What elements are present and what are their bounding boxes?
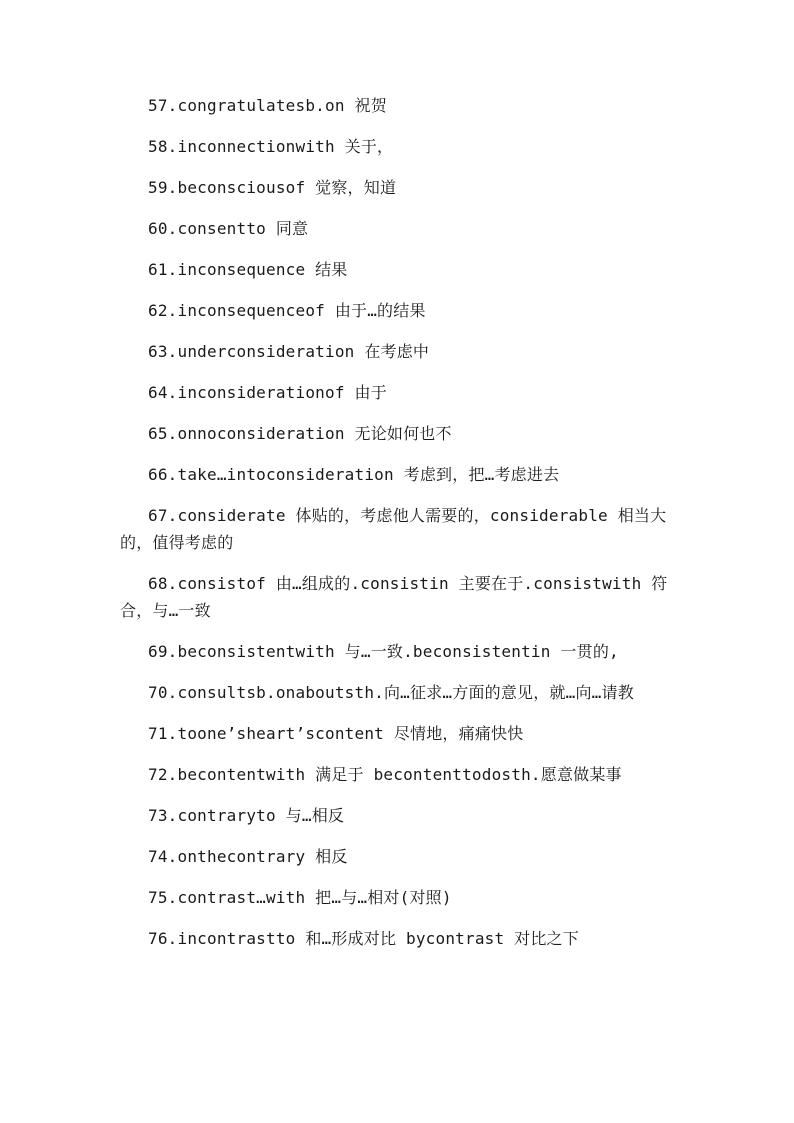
list-item: 71.toone’sheart’scontent 尽情地，痛痛快快 <box>148 724 524 743</box>
list-item: 70.consultsb.onaboutsth.向…征求…方面的意见，就…向…请教 <box>148 683 634 702</box>
list-item: 58.inconnectionwith 关于， <box>148 137 394 156</box>
list-item: 59.beconsciousof 觉察，知道 <box>148 178 397 197</box>
list-item: 62.inconsequenceof 由于…的结果 <box>148 301 426 320</box>
list-item: 69.beconsistentwith 与…一致.beconsistentin 一贯的, <box>148 642 619 661</box>
list-item: 68.consistof 由…组成的.consistin 主要在于.consistwith 符合，与…一致 <box>120 574 668 620</box>
list-item: 61.inconsequence 结果 <box>148 260 348 279</box>
list-item: 73.contraryto 与…相反 <box>148 806 345 825</box>
list-item: 74.onthecontrary 相反 <box>148 847 348 866</box>
list-item: 57.congratulatesb.on 祝贺 <box>148 96 387 115</box>
list-item: 72.becontentwith 满足于 becontenttodosth.愿意做某事 <box>148 765 622 784</box>
list-item: 75.contrast…with 把…与…相对(对照) <box>148 888 452 907</box>
list-item: 64.inconsiderationof 由于 <box>148 383 387 402</box>
list-item: 76.incontrastto 和…形成对比 bycontrast 对比之下 <box>148 929 579 948</box>
list-item: 67.considerate 体贴的，考虑他人需要的，considerable 相当大的，值得考虑的 <box>120 506 667 552</box>
list-item: 63.underconsideration 在考虑中 <box>148 342 430 361</box>
list-item: 66.take…intoconsideration 考虑到，把…考虑进去 <box>148 465 560 484</box>
list-item: 60.consentto 同意 <box>148 219 309 238</box>
list-item: 65.onnoconsideration 无论如何也不 <box>148 424 452 443</box>
